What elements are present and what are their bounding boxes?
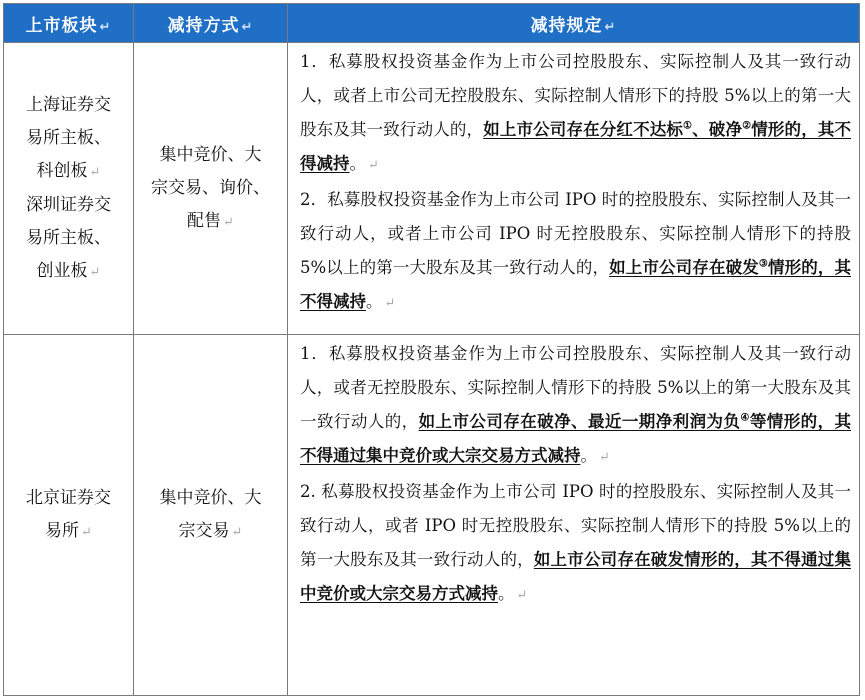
- rules-cell: [288, 335, 860, 696]
- header-rules: 减持规定 ↵: [288, 4, 860, 43]
- header-method: 减持方式 ↵: [134, 4, 288, 43]
- rules-cell: [288, 43, 860, 335]
- method-cell: 集中竞价、大 宗交易 ↵: [134, 335, 288, 696]
- reduction-rules-table: [3, 3, 860, 696]
- rule-paragraph: 2. 私募股权投资基金作为上市公司 IPO 时的控股股东、实际控制人及其一致行动人，或者 IPO 时无控股股东、实际控制人情形下的持股 5%以上的第一大股东及其一致行动人的，如上市公司存在破发情形的，其不得通过集中竞价或大宗交易方式减持。 ↵: [300, 482, 851, 603]
- header-row: [4, 4, 860, 43]
- board-cell: 上海证券交 易所主板、 科创板 ↵ 深圳证券交 易所主板、 创业板 ↵: [4, 43, 134, 335]
- header-board: 上市板块 ↵: [4, 4, 134, 43]
- board-cell: 北京证券交 易所 ↵: [4, 335, 134, 696]
- table-row: [4, 335, 860, 696]
- rule-paragraph: 1．私募股权投资基金作为上市公司控股股东、实际控制人及其一致行动人，或者上市公司无控股股东、实际控制人情形下的持股 5%以上的第一大股东及其一致行动人的，如上市公司存在分红不达标①、破净②情形的，其不得减持。 ↵: [300, 52, 852, 173]
- rule-paragraph: 2．私募股权投资基金作为上市公司 IPO 时的控股股东、实际控制人及其一致行动人，或者上市公司 IPO 时无控股股东、实际控制人情形下的持股 5%以上的第一大股东及其一致行动人的，如上市公司存在破发③情形的，其不得减持。 ↵: [300, 190, 852, 311]
- method-cell: 集中竞价、大 宗交易、询价、 配售 ↵: [134, 43, 288, 335]
- table-row: [4, 43, 860, 335]
- rule-paragraph: 1．私募股权投资基金作为上市公司控股股东、实际控制人及其一致行动人，或者无控股股东、实际控制人情形下的持股 5%以上的第一大股东及其一致行动人的，如上市公司存在破净、最近一期净利润为负④等情形的，其不得通过集中竞价或大宗交易方式减持。 ↵: [300, 344, 852, 465]
